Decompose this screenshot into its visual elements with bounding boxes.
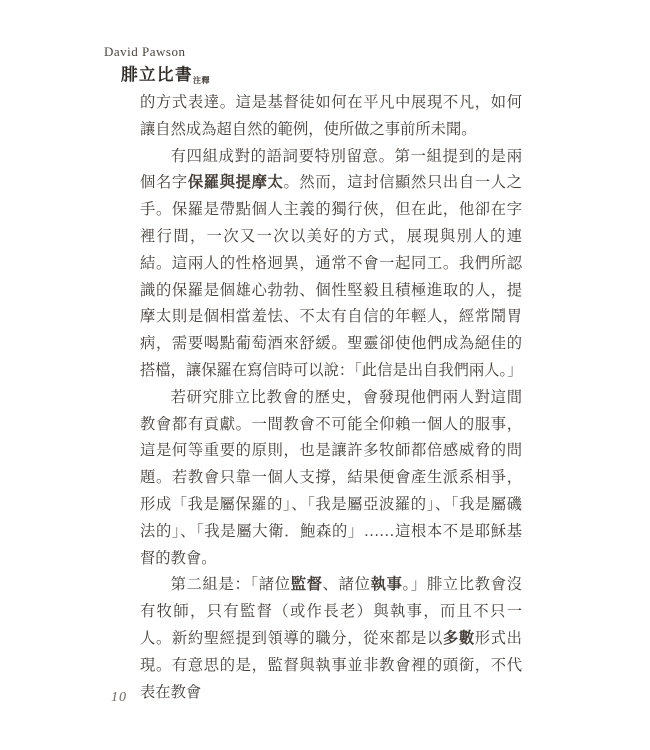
author-name: David Pawson xyxy=(104,44,186,59)
emphasis-text: 保羅與提摩太 xyxy=(187,174,284,192)
page-number: 10 xyxy=(111,690,127,705)
page-header xyxy=(104,44,210,85)
paragraph xyxy=(140,90,522,144)
text-segment: 第二組是：「諸位 xyxy=(170,576,291,594)
text-segment: 的方式表達。這是基督徒如何在平凡中展現不凡，如何讓自然成為超自然的範例，使所做之事前所未聞。 xyxy=(140,94,522,138)
page-body-text xyxy=(140,90,522,706)
paragraph xyxy=(140,144,522,385)
title-row xyxy=(104,61,210,85)
emphasis-text: 多數 xyxy=(442,629,475,647)
book-title: 腓立比書 xyxy=(121,65,193,84)
text-segment: 、諸位 xyxy=(322,576,371,594)
text-segment: 形式出現。有意思的是，監督與執事並非教會裡的頭銜，不代表在教會 xyxy=(140,629,522,701)
text-segment: 有四組成對的語詞要特別留意。第一組提到的是兩個名字 xyxy=(140,147,522,192)
paragraph xyxy=(140,385,522,573)
book-title-suffix: 注釋 xyxy=(193,76,210,85)
emphasis-text: 監督 xyxy=(290,576,323,594)
text-segment: 。然而，這封信顯然只出自一人之手。保羅是帶點個人主義的獨行俠，但在此，他卻在字裡行間，一次又一次以美好的方式，展現與別人的連結。這兩人的性格迥異，通常不會一起同工。我們所認識的保羅是個雄心勃勃、個性堅毅且積極進取的人，提摩太則是個相當羞怯、不太有自信的年輕人，經常鬧胃病，需要喝點葡萄酒來舒緩。聖靈卻使他們成為絕佳的搭檔，讓保羅在寫信時可以說：「此信是出自我們兩人。」 xyxy=(140,174,523,379)
text-segment: 若研究腓立比教會的歷史，會發現他們兩人對這間教會都有貢獻。一間教會不可能全仰賴一個人的服事，這是何等重要的原則，也是讓許多牧師都倍感威脅的問題。若教會只靠一個人支撐，結果便會產生派系相爭，形成「我是屬保羅的」、「我是屬亞波羅的」、「我是屬磯法的」、「我是屬大衛．鮑森的」……這根本不是耶穌基督的教會。 xyxy=(140,388,522,567)
paragraph xyxy=(140,572,522,706)
emphasis-text: 執事 xyxy=(370,576,403,594)
text-segment: 。」腓立比教會沒有牧師，只有監督（或作長老）與執事，而且不只一人。新約聖經提到領導的職分，從來都是以 xyxy=(140,576,522,647)
